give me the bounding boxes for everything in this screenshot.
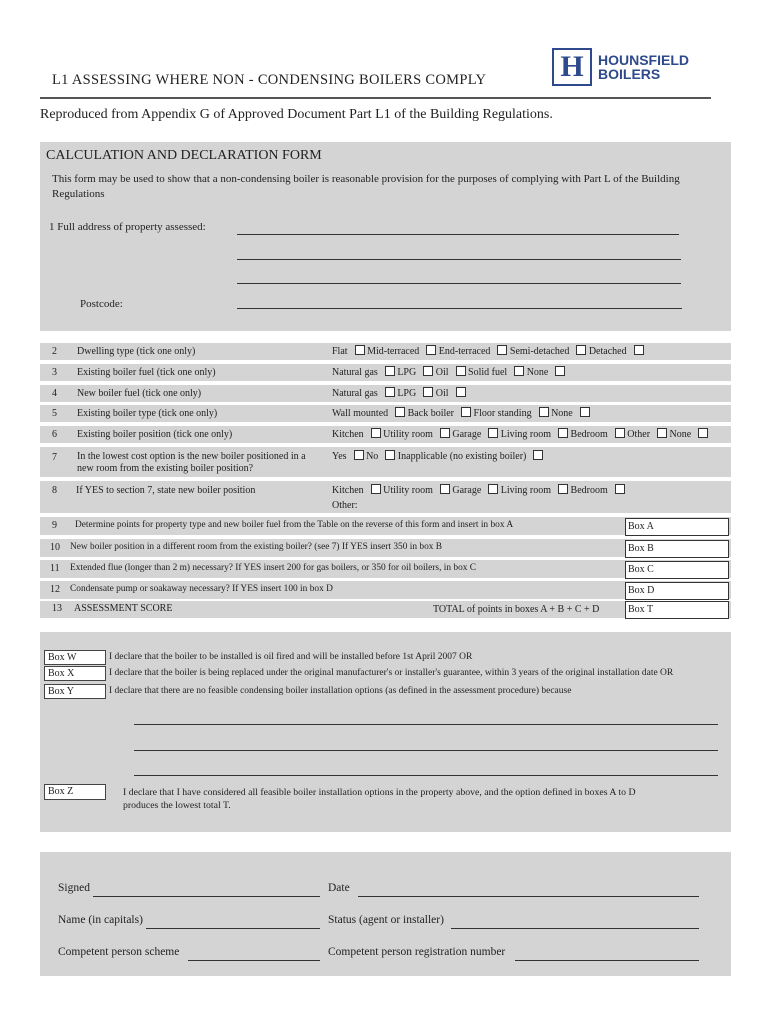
- option-checkbox[interactable]: [395, 407, 405, 417]
- other-label: Other:: [332, 500, 358, 511]
- logo-name: [598, 53, 689, 81]
- declaration-box[interactable]: Box X: [44, 666, 106, 681]
- option-label: Back boiler: [407, 408, 455, 419]
- option-checkbox[interactable]: [355, 345, 365, 355]
- question-line: new room from the existing boiler position?: [77, 463, 254, 474]
- option-checkbox[interactable]: [497, 345, 507, 355]
- question-text: Dwelling type (tick one only): [77, 346, 196, 357]
- question-row-7: [40, 447, 731, 477]
- option-label: LPG: [397, 367, 417, 378]
- scheme-line[interactable]: [188, 960, 320, 961]
- option-checkbox[interactable]: [555, 366, 565, 376]
- option-checkbox[interactable]: [385, 366, 395, 376]
- logo-line-2: BOILERS: [598, 66, 661, 82]
- option-checkbox[interactable]: [426, 345, 436, 355]
- option-checkbox[interactable]: [354, 450, 364, 460]
- option-checkbox[interactable]: [539, 407, 549, 417]
- option-label: Yes: [332, 451, 347, 462]
- reason-line-3[interactable]: [134, 775, 718, 776]
- option-label: None: [551, 408, 573, 419]
- option-checkbox[interactable]: [371, 484, 381, 494]
- option-checkbox[interactable]: [634, 345, 644, 355]
- signed-label: Signed: [58, 882, 90, 894]
- question-text: New boiler fuel (tick one only): [77, 388, 202, 399]
- address-panel: [40, 142, 731, 331]
- reproduced-note: Reproduced from Appendix G of Approved Document Part L1 of the Building Regulations.: [40, 107, 553, 122]
- option-label: Semi-detached: [509, 346, 570, 357]
- option-label: Solid fuel: [468, 367, 508, 378]
- option-label: None: [669, 429, 692, 440]
- option-label: Utility room: [383, 429, 433, 440]
- declaration-line: I declare that I have considered all feasible boiler installation options in the property above, and the option defined in boxes A to D: [123, 787, 636, 798]
- option-checkbox[interactable]: [615, 484, 625, 494]
- box-z[interactable]: Box Z: [44, 784, 106, 800]
- form-heading: CALCULATION AND DECLARATION FORM: [46, 148, 322, 163]
- question-number: 7: [52, 452, 57, 463]
- question-options: [332, 450, 543, 462]
- option-checkbox[interactable]: [580, 407, 590, 417]
- signoff-panel: [40, 852, 731, 976]
- form-intro: This form may be used to show that a non-condensing boiler is reasonable provision for the purposes of complying with Part L of the Building Regulations: [52, 173, 680, 200]
- question-number: 4: [52, 388, 57, 399]
- score-box[interactable]: Box D: [625, 582, 729, 600]
- question-number: 8: [52, 485, 57, 496]
- box-z-declaration: [123, 786, 636, 812]
- question-number: 3: [52, 367, 57, 378]
- address-line-2[interactable]: [237, 259, 681, 260]
- option-label: Living room: [500, 485, 552, 496]
- option-checkbox[interactable]: [698, 428, 708, 438]
- question-text: If YES to section 7, state new boiler position: [76, 485, 256, 496]
- date-line[interactable]: [358, 896, 699, 897]
- option-label: Bedroom: [570, 485, 608, 496]
- option-label: Natural gas: [332, 367, 378, 378]
- postcode-label: Postcode:: [80, 298, 123, 310]
- score-number: 9: [52, 520, 57, 531]
- option-checkbox[interactable]: [440, 484, 450, 494]
- question-options: [332, 484, 625, 496]
- option-checkbox[interactable]: [371, 428, 381, 438]
- score-text: New boiler position in a different room from the existing boiler? (see 7) If YES insert 350 in box B: [70, 542, 443, 552]
- question-row: [40, 426, 731, 443]
- option-checkbox[interactable]: [558, 428, 568, 438]
- date-label: Date: [328, 882, 350, 894]
- assessment-number: 13: [52, 603, 62, 614]
- question-line: In the lowest cost option is the new boiler positioned in a: [77, 451, 306, 462]
- option-label: Garage: [452, 485, 482, 496]
- question-text: [77, 451, 327, 475]
- option-label: Inapplicable (no existing boiler): [397, 451, 527, 462]
- logo-line-1: HOUNSFIELD: [598, 52, 689, 68]
- option-label: Flat: [332, 346, 348, 357]
- score-box[interactable]: Box C: [625, 561, 729, 579]
- address-line-3[interactable]: [237, 283, 681, 284]
- question-text: Existing boiler position (tick one only): [77, 429, 233, 440]
- option-label: LPG: [397, 388, 417, 399]
- score-number: 11: [50, 563, 60, 574]
- total-box[interactable]: Box T: [625, 601, 729, 619]
- regnum-label: Competent person registration number: [328, 946, 506, 958]
- declaration-text: I declare that the boiler is being replaced under the original manufacturer's or installer's guarantee, within 3 years of the original installation date OR: [109, 668, 674, 678]
- option-checkbox[interactable]: [461, 407, 471, 417]
- question-options: [332, 345, 644, 357]
- question-options: [332, 407, 590, 419]
- option-label: No: [366, 451, 379, 462]
- option-checkbox[interactable]: [576, 345, 586, 355]
- option-checkbox[interactable]: [385, 450, 395, 460]
- postcode-line[interactable]: [237, 308, 682, 309]
- question-row: [40, 364, 731, 381]
- assessment-total-text: TOTAL of points in boxes A + B + C + D: [433, 604, 600, 615]
- scheme-label: Competent person scheme: [58, 946, 180, 958]
- address-label: 1 Full address of property assessed:: [49, 221, 206, 233]
- question-row: [40, 343, 731, 360]
- status-label: Status (agent or installer): [328, 914, 444, 926]
- score-number: 10: [50, 542, 60, 553]
- option-label: Bedroom: [570, 429, 608, 440]
- question-number: 5: [52, 408, 57, 419]
- question-options: [332, 387, 466, 399]
- option-checkbox[interactable]: [615, 428, 625, 438]
- signed-line[interactable]: [93, 896, 320, 897]
- declaration-panel: [40, 632, 731, 832]
- assessment-text: ASSESSMENT SCORE: [74, 603, 173, 614]
- option-label: Wall mounted: [332, 408, 389, 419]
- score-text: Condensate pump or soakaway necessary? If YES insert 100 in box D: [70, 584, 333, 594]
- declaration-line: produces the lowest total T.: [123, 800, 231, 811]
- score-box[interactable]: Box A: [625, 518, 729, 536]
- option-label: None: [526, 367, 549, 378]
- reason-line-2[interactable]: [134, 750, 718, 751]
- title-rule: [40, 97, 711, 99]
- option-checkbox[interactable]: [440, 428, 450, 438]
- reason-line-1[interactable]: [134, 724, 718, 725]
- score-text: Determine points for property type and new boiler fuel from the Table on the reverse of this form and insert in box A: [75, 520, 514, 530]
- option-label: Kitchen: [332, 429, 364, 440]
- option-label: Utility room: [383, 485, 433, 496]
- status-line[interactable]: [451, 928, 699, 929]
- option-label: Mid-terraced: [367, 346, 420, 357]
- declaration-text: I declare that the boiler to be installed is oil fired and will be installed before 1st April 2007 OR: [109, 652, 473, 662]
- score-box[interactable]: Box B: [625, 540, 729, 558]
- question-options: [332, 366, 565, 378]
- logo-mark: H: [552, 48, 592, 86]
- option-checkbox[interactable]: [423, 387, 433, 397]
- option-label: Living room: [500, 429, 552, 440]
- option-label: Other: [627, 429, 651, 440]
- option-label: Garage: [452, 429, 482, 440]
- question-options: [332, 428, 708, 440]
- option-label: Kitchen: [332, 485, 364, 496]
- address-line-1[interactable]: [237, 234, 679, 235]
- option-label: Oil: [435, 388, 449, 399]
- question-row-8: [40, 481, 731, 513]
- question-row: [40, 385, 731, 402]
- option-checkbox[interactable]: [514, 366, 524, 376]
- score-text: Extended flue (longer than 2 m) necessary? If YES insert 200 for gas boilers, or 350 for oil boilers, in box C: [70, 563, 477, 573]
- option-checkbox[interactable]: [533, 450, 543, 460]
- option-checkbox[interactable]: [657, 428, 667, 438]
- option-checkbox[interactable]: [488, 428, 498, 438]
- option-label: Oil: [435, 367, 449, 378]
- name-label: Name (in capitals): [58, 914, 143, 926]
- option-checkbox[interactable]: [558, 484, 568, 494]
- option-label: Detached: [588, 346, 627, 357]
- score-number: 12: [50, 584, 60, 595]
- form-title: L1 ASSESSING WHERE NON - CONDENSING BOILERS COMPLY: [52, 72, 487, 88]
- declaration-box[interactable]: Box Y: [44, 684, 106, 699]
- regnum-line[interactable]: [515, 960, 699, 961]
- option-checkbox[interactable]: [456, 387, 466, 397]
- question-text: Existing boiler type (tick one only): [77, 408, 218, 419]
- question-number: 6: [52, 429, 57, 440]
- declaration-text: I declare that there are no feasible condensing boiler installation options (as defined in the assessment procedure) because: [109, 686, 572, 696]
- question-text: Existing boiler fuel (tick one only): [77, 367, 216, 378]
- declaration-box[interactable]: Box W: [44, 650, 106, 665]
- option-checkbox[interactable]: [423, 366, 433, 376]
- option-checkbox[interactable]: [488, 484, 498, 494]
- option-label: Floor standing: [473, 408, 532, 419]
- option-checkbox[interactable]: [456, 366, 466, 376]
- question-number: 2: [52, 346, 57, 357]
- option-checkbox[interactable]: [385, 387, 395, 397]
- name-line[interactable]: [146, 928, 320, 929]
- question-row: [40, 405, 731, 422]
- option-label: Natural gas: [332, 388, 378, 399]
- option-label: End-terraced: [438, 346, 491, 357]
